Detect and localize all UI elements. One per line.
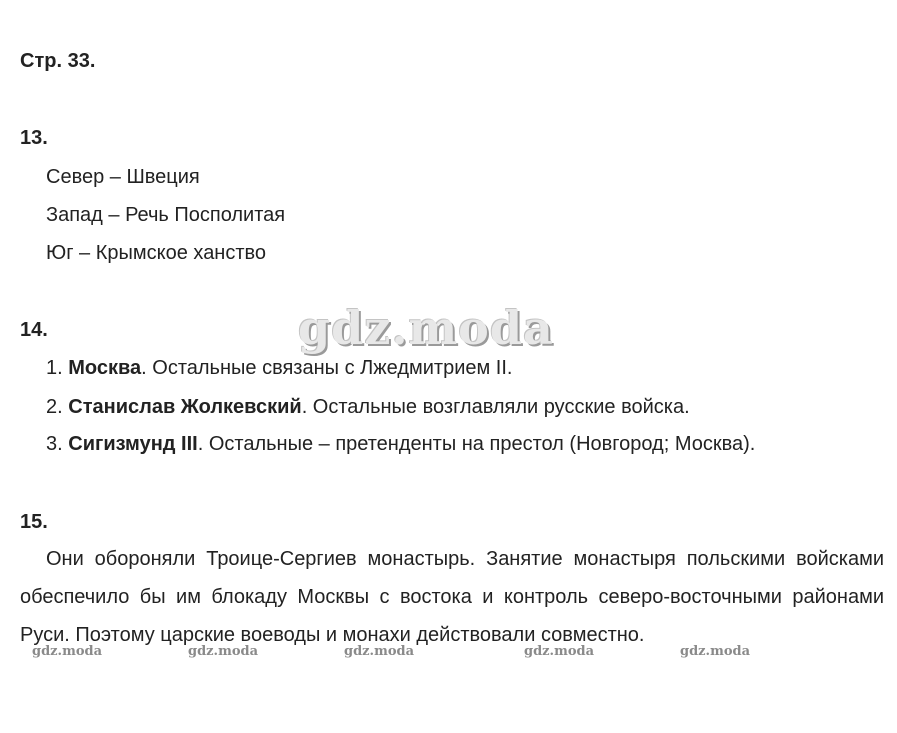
item-number: 2. xyxy=(46,396,63,418)
question-13-number: 13. xyxy=(20,127,48,149)
watermark-small: gdz.moda xyxy=(188,644,259,659)
item-answer: Сигизмунд III xyxy=(68,433,198,455)
item-explanation: . Остальные – претенденты на престол (Новгород; Москва). xyxy=(197,433,756,455)
watermark-logo: gdz.moda xyxy=(298,301,554,355)
answer-13-item: Юг – Крымское ханство xyxy=(46,242,267,264)
item-number: 1. xyxy=(46,357,63,379)
question-15-number: 15. xyxy=(20,511,48,533)
answer-13-item: Запад – Речь Посполитая xyxy=(46,204,286,226)
answer-13-item: Север – Швеция xyxy=(46,166,200,188)
watermark-small: gdz.moda xyxy=(524,644,595,659)
answer-14-item xyxy=(46,395,690,419)
item-explanation: . Остальные связаны с Лжедмитрием II. xyxy=(141,357,513,379)
watermark-small: gdz.moda xyxy=(344,644,415,659)
page-label: Стр. 33. xyxy=(20,50,96,72)
answer-15-paragraph: Они обороняли Троице-Сергиев монастырь. Занятие монастыря польскими войсками обеспечило бы им блокаду Москвы с востока и контроль северо-восточными районами Руси. Поэтому царские воеводы и монахи действовали совместно. xyxy=(20,548,884,646)
item-answer: Москва xyxy=(68,357,142,379)
question-14-number: 14. xyxy=(20,319,48,341)
answer-14-item xyxy=(46,356,512,380)
item-number: 3. xyxy=(46,433,63,455)
watermark-small: gdz.moda xyxy=(32,644,103,659)
watermark-small: gdz.moda xyxy=(680,644,751,659)
item-explanation: . Остальные возглавляли русские войска. xyxy=(301,396,690,418)
answer-14-item xyxy=(46,432,755,456)
item-answer: Станислав Жолкевский xyxy=(68,396,302,418)
